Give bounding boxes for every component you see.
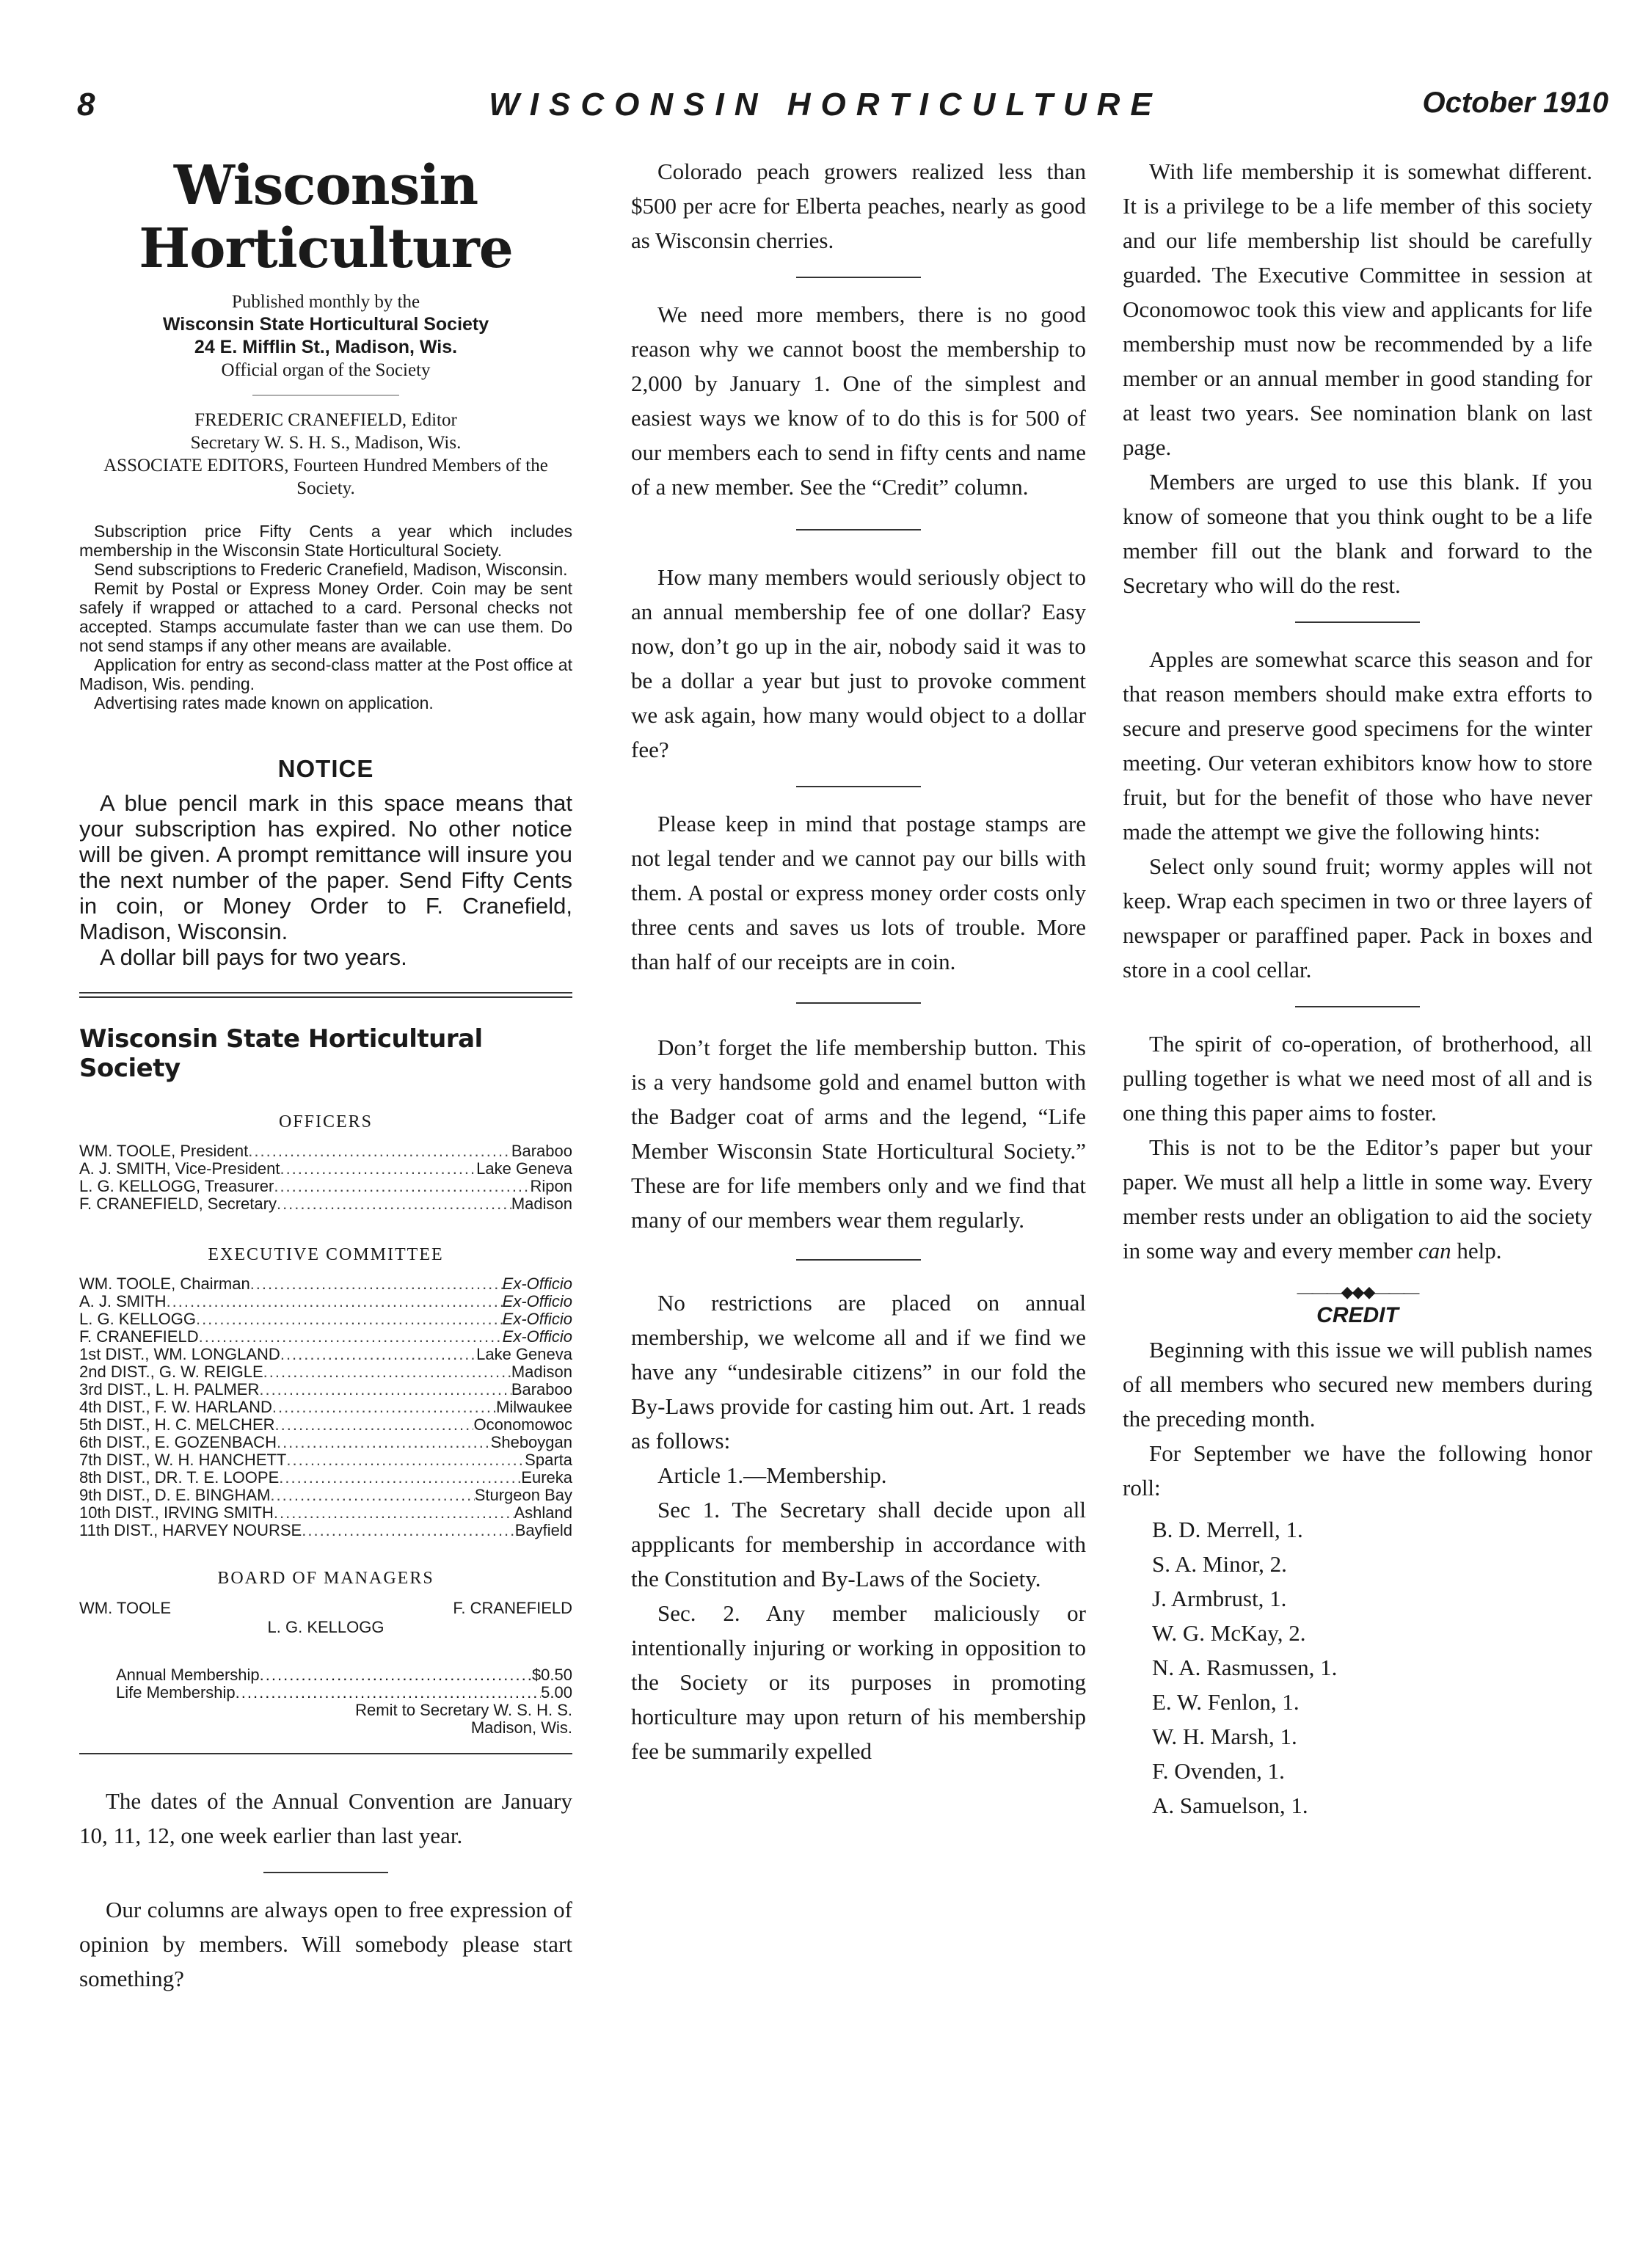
roster-location: Bayfield [514, 1521, 572, 1539]
divider [1295, 1006, 1420, 1007]
roster-location: Sturgeon Bay [474, 1486, 572, 1504]
honor-roll-item: N. A. Rasmussen, 1. [1152, 1655, 1338, 1680]
board-heading: BOARD OF MANAGERS [217, 1569, 434, 1588]
remit-line: Remit to Secretary W. S. H. S. [355, 1701, 572, 1719]
roster-row [79, 1451, 572, 1469]
roster-location: Ex-Officio [502, 1275, 572, 1293]
board-member: WM. TOOLE [79, 1599, 172, 1617]
executive-heading: EXECUTIVE COMMITTEE [208, 1245, 444, 1264]
remit-line: Madison, Wis. [470, 1718, 572, 1737]
honor-roll-item: A. Samuelson, 1. [1152, 1793, 1308, 1818]
column-left [79, 154, 572, 1996]
roster-name: 6th DIST., E. GOZENBACH [79, 1433, 277, 1451]
officers-heading: OFFICERS [278, 1112, 373, 1131]
honor-roll [1152, 1512, 1592, 1823]
divider [79, 1753, 572, 1754]
subscription-send: Send subscriptions to Frederic Cranefield, Madison, Wisconsin. [94, 560, 568, 579]
roster-row [79, 1178, 572, 1195]
journal-title: WISCONSIN HORTICULTURE [489, 87, 1162, 123]
subscription-price: Subscription price Fifty Cents a year which includes membership in the Wisconsin State Horticultural Society. [79, 522, 572, 560]
roster-row [79, 1469, 572, 1487]
divider [796, 1259, 921, 1261]
roster-name: 2nd DIST., G. W. REIGLE [79, 1363, 263, 1381]
masthead-editor: FREDERIC CRANEFIELD, Editor [194, 410, 457, 430]
bylaws-sec1: Sec 1. The Secretary shall decide upon all appplicants for membership in accordance with the Constitution and By-Laws of the Society. [631, 1497, 1086, 1591]
roster-location: Sheboygan [490, 1433, 572, 1451]
convention-paragraph: The dates of the Annual Convention are January 10, 11, 12, one week earlier than last year. [79, 1788, 572, 1848]
roster-row [79, 1293, 572, 1310]
notice-text-2: A dollar bill pays for two years. [100, 944, 407, 970]
roster-name: L. G. KELLOGG [79, 1310, 196, 1328]
roster-name: WM. TOOLE, President [79, 1142, 249, 1160]
opinion-paragraph: Our columns are always open to free expression of opinion by members. Will somebody please start something? [79, 1897, 572, 1991]
divider [796, 277, 921, 278]
paragraph-honor: For September we have the following honor roll: [1123, 1440, 1592, 1501]
column-right [1123, 154, 1592, 1823]
divider [796, 786, 921, 787]
subscription-entry: Application for entry as second-class matter at the Post office at Madison, Wis. pending. [79, 655, 572, 693]
paragraph-blank: Members are urged to use this blank. If you know of someone that you think ought to be a life member fill out the blank and forward to the Secretary who will do the rest. [1123, 469, 1592, 598]
notice-box [79, 790, 572, 970]
honor-roll-item: J. Armbrust, 1. [1152, 1586, 1287, 1611]
roster-row [79, 1310, 572, 1328]
fees-list [116, 1666, 572, 1737]
roster-location: Ripon [530, 1177, 572, 1195]
roster-location: Baraboo [511, 1380, 572, 1399]
roster-row [79, 1399, 572, 1416]
paragraph-restrictions: No restrictions are placed on annual membership, we welcome all and if we find we have any “undesirable citizens” in our fold the By-Laws provide for casting him out. Art. 1 reads as follows: [631, 1290, 1086, 1454]
roster-name: 1st DIST., WM. LONGLAND [79, 1345, 280, 1363]
society-heading: Wisconsin State Horticultural Society [79, 1024, 483, 1083]
emphasis: can [1418, 1238, 1451, 1264]
honor-roll-item: E. W. Fenlon, 1. [1152, 1689, 1300, 1715]
honor-roll-item: W. H. Marsh, 1. [1152, 1724, 1297, 1749]
roster-row [79, 1504, 572, 1522]
roster-name: 9th DIST., D. E. BINGHAM [79, 1486, 271, 1504]
masthead-organ: Official organ of the Society [221, 360, 431, 380]
masthead-associate: ASSOCIATE EDITORS, Fourteen Hundred Members of the Society. [103, 456, 548, 498]
roster-name: WM. TOOLE, Chairman [79, 1275, 250, 1293]
bylaws-sec2: Sec. 2. Any member maliciously or intentionally injuring or working in opposition to the Society or its purposes in promoting horticulture may upon return of his membership fee be summarily expelled [631, 1600, 1086, 1764]
roster-row [79, 1160, 572, 1178]
roster-location: Lake Geneva [476, 1159, 572, 1178]
fee-row [116, 1684, 572, 1702]
subscription-info [79, 522, 572, 712]
executive-list [79, 1275, 572, 1539]
paragraph-button: Don’t forget the life membership button. This is a very handsome gold and enamel button with the Badger coat of arms and the legend, “Life Member Wisconsin State Horticultural Society.” These are for life members only and we find that many of our members wear them regularly. [631, 1035, 1086, 1233]
fee-name: Life Membership [116, 1683, 236, 1702]
officers-list [79, 1142, 572, 1213]
roster-name: 4th DIST., F. W. HARLAND [79, 1398, 272, 1416]
roster-location: Baraboo [511, 1142, 572, 1160]
honor-roll-item: W. G. McKay, 2. [1152, 1620, 1306, 1646]
roster-location: Sparta [525, 1451, 572, 1469]
subscription-advertising: Advertising rates made known on application. [94, 693, 434, 712]
honor-roll-item: F. Ovenden, 1. [1152, 1758, 1285, 1784]
roster-location: Madison [511, 1195, 572, 1213]
roster-name: 3rd DIST., L. H. PALMER [79, 1380, 260, 1399]
fee-value: 5.00 [541, 1683, 572, 1702]
roster-name: A. J. SMITH, Vice-President [79, 1159, 280, 1178]
paragraph-life-membership: With life membership it is somewhat different. It is a privilege to be a life member of this society and our life membership list should be carefully guarded. The Executive Committee in session at Oconomowoc took this view and applicants for life membership must now be recommended by a life member or an annual member in good standing for at least two years. See nomination blank on last page. [1123, 158, 1592, 460]
paragraph-members: We need more members, there is no good reason why we cannot boost the membership to 2,000 by January 1. One of the simplest and easiest ways we know of to do this is for 500 of our members each to send in fifty cents and name of a new member. See the “Credit” column. [631, 302, 1086, 500]
roster-row [79, 1195, 572, 1213]
roster-location: Eureka [521, 1468, 572, 1487]
roster-location: Ashland [514, 1503, 572, 1522]
bylaws-article: Article 1.—Membership. [657, 1462, 887, 1488]
honor-roll-item: B. D. Merrell, 1. [1152, 1517, 1303, 1542]
roster-location: Milwaukee [496, 1398, 572, 1416]
roster-row [79, 1363, 572, 1381]
paragraph-editor: This is not to be the Editor’s paper but your paper. We must all help a little in some way. Every member rests under an obligation to aid the society in some way and every member can help. [1123, 1134, 1592, 1264]
page-number: 8 [77, 87, 95, 123]
credit-heading: CREDIT [1316, 1303, 1399, 1327]
roster-row [79, 1381, 572, 1399]
paragraph-fee: How many members would seriously object to an annual membership fee of one dollar? Easy now, don’t go up in the air, nobody said it was to be a dollar a year but just to provoke comment we ask again, how many would object to a dollar fee? [631, 564, 1086, 762]
fee-name: Annual Membership [116, 1666, 260, 1684]
paragraph-spirit: The spirit of co-operation, of brotherhood, all pulling together is what we need most of all and is one thing this paper aims to foster. [1123, 1031, 1592, 1126]
roster-row [79, 1434, 572, 1451]
roster-location: Madison [511, 1363, 572, 1381]
issue-date: October 1910 [1422, 87, 1608, 119]
roster-name: 5th DIST., H. C. MELCHER [79, 1415, 275, 1434]
notice-heading: NOTICE [277, 755, 374, 782]
masthead-published: Published monthly by the [231, 292, 420, 312]
roster-row [79, 1487, 572, 1504]
roster-name: F. CRANEFIELD [79, 1327, 199, 1346]
roster-name: 11th DIST., HARVEY NOURSE [79, 1521, 302, 1539]
divider [796, 529, 921, 530]
paragraph-hints: Select only sound fruit; wormy apples will not keep. Wrap each specimen in two or three layers of newspaper or paraffined paper. Pack in boxes and store in a cool cellar. [1123, 853, 1592, 982]
fee-row [116, 1666, 572, 1684]
roster-location: Ex-Officio [502, 1310, 572, 1328]
ornament-divider: ———◆◆◆——— [1297, 1283, 1418, 1301]
roster-row [79, 1328, 572, 1346]
paragraph-credit: Beginning with this issue we will publish names of all members who secured new members during the preceding month. [1123, 1337, 1592, 1432]
roster-name: F. CRANEFIELD, Secretary [79, 1195, 277, 1213]
roster-row [79, 1416, 572, 1434]
honor-roll-item: S. A. Minor, 2. [1152, 1551, 1287, 1577]
column-middle [631, 154, 1086, 1768]
roster-name: L. G. KELLOGG, Treasurer [79, 1177, 274, 1195]
roster-name: 10th DIST., IRVING SMITH [79, 1503, 274, 1522]
roster-name: 7th DIST., W. H. HANCHETT [79, 1451, 287, 1469]
masthead-secretary: Secretary W. S. H. S., Madison, Wis. [190, 433, 462, 453]
paragraph-apples: Apples are somewhat scarce this season and for that reason members should make extra efforts to secure and preserve good specimens for the winter meeting. Our veteran exhibitors know how to store fruit, but for the benefit of those who have never made the attempt we give the following hints: [1123, 646, 1592, 845]
roster-row [79, 1522, 572, 1539]
notice-text: A blue pencil mark in this space means that your subscription has expired. No other notice will be given. A prompt remittance will insure you the next number of the paper. Send Fifty Cents in coin, or Money Order to F. Cranefield, Madison, Wisconsin. [79, 790, 572, 944]
board-member: L. G. KELLOGG [267, 1618, 384, 1636]
roster-name: A. J. SMITH [79, 1292, 167, 1310]
roster-location: Ex-Officio [502, 1327, 572, 1346]
roster-location: Lake Geneva [476, 1345, 572, 1363]
roster-row [79, 1275, 572, 1293]
divider [263, 1872, 388, 1873]
fee-value: $0.50 [531, 1666, 572, 1684]
board-row [79, 1599, 572, 1618]
masthead-address: 24 E. Mifflin St., Madison, Wis. [194, 337, 458, 357]
divider [1295, 621, 1420, 623]
roster-location: Ex-Officio [502, 1292, 572, 1310]
roster-row [79, 1142, 572, 1160]
masthead-society: Wisconsin State Horticultural Society [162, 314, 489, 335]
running-head [0, 87, 1651, 131]
paragraph-stamps: Please keep in mind that postage stamps are not legal tender and we cannot pay our bills with them. A postal or express money order costs only three cents and saves us lots of trouble. More than half of our receipts are in coin. [631, 811, 1086, 974]
divider [796, 1002, 921, 1004]
paragraph-peach: Colorado peach growers realized less than $500 per acre for Elberta peaches, nearly as good as Wisconsin cherries. [631, 158, 1086, 253]
subscription-remit: Remit by Postal or Express Money Order. Coin may be sent safely if wrapped or attached to a card. Personal checks not accepted. Stamps accumulate faster than we can use them. Do not send stamps if any other means are available. [79, 579, 572, 655]
roster-location: Oconomowoc [473, 1415, 572, 1434]
masthead-title: Wisconsin Horticulture [139, 154, 513, 280]
double-divider [79, 992, 572, 998]
roster-row [79, 1346, 572, 1363]
roster-name: 8th DIST., DR. T. E. LOOPE [79, 1468, 280, 1487]
board-member: F. CRANEFIELD [453, 1599, 572, 1617]
